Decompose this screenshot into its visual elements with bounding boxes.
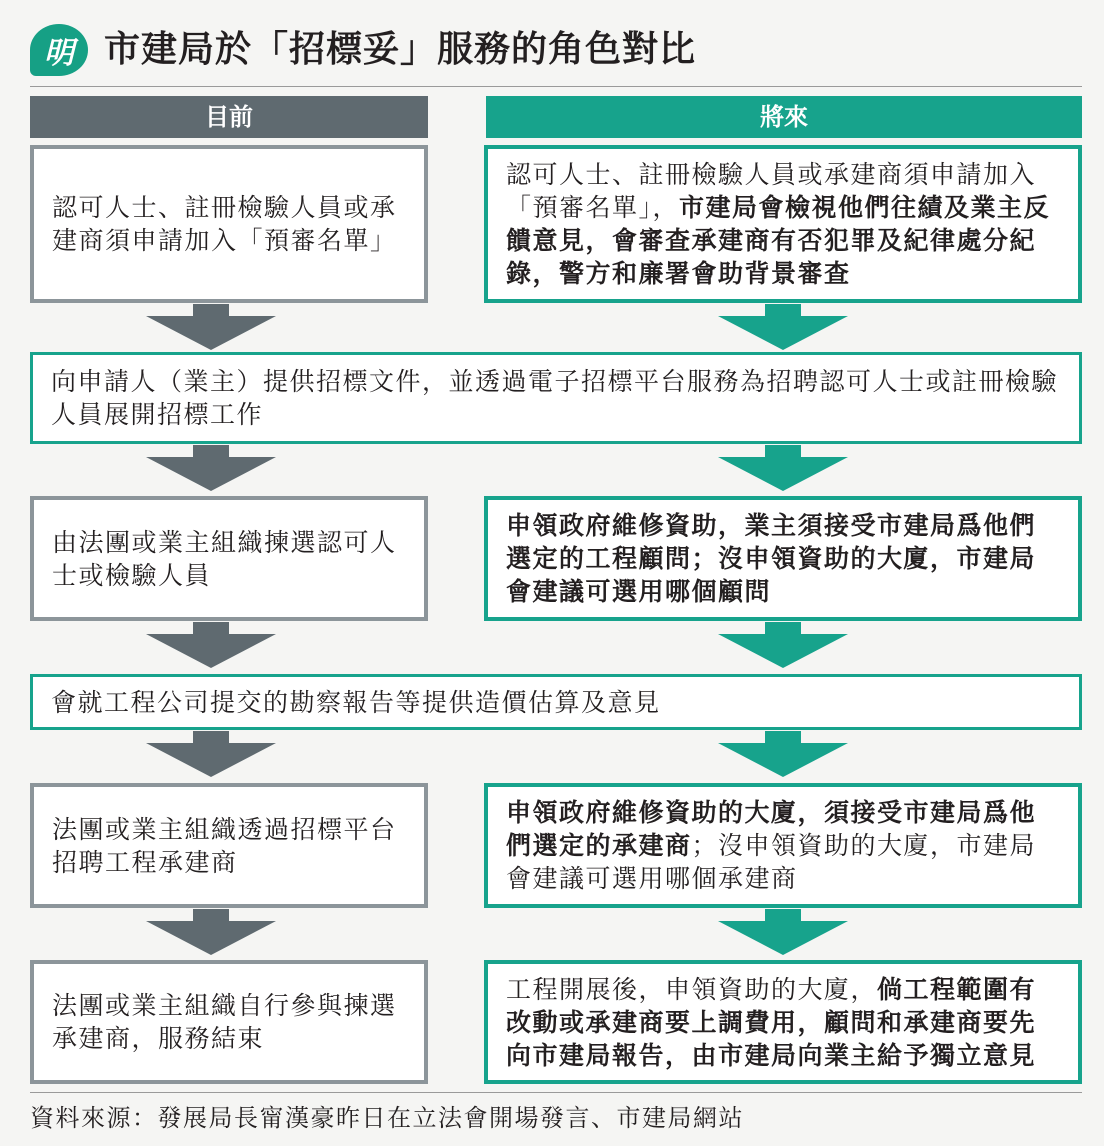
step5-future-plain: ；沒申領資助的大廈，市建局會建議可選用哪個承建商 bbox=[506, 831, 1037, 893]
down-arrow-icon bbox=[146, 731, 276, 781]
step5-future-text bbox=[506, 796, 1060, 895]
step1-future-box bbox=[484, 145, 1082, 303]
down-arrow-icon bbox=[718, 445, 848, 495]
step6-current-box bbox=[30, 960, 428, 1084]
step6-future-plain: 工程開展後，申領資助的大廈， bbox=[506, 974, 878, 1004]
down-arrow-icon bbox=[718, 622, 848, 672]
step6-future-text bbox=[506, 973, 1060, 1072]
step5-future-box bbox=[484, 783, 1082, 908]
step3-current-box bbox=[30, 496, 428, 621]
down-arrow-icon bbox=[146, 622, 276, 672]
step3-future-box bbox=[484, 496, 1082, 621]
step1-current-box bbox=[30, 145, 428, 303]
down-arrow-icon bbox=[146, 304, 276, 354]
column-header-current: 目前 bbox=[30, 96, 428, 138]
down-arrow-icon bbox=[718, 304, 848, 354]
down-arrow-icon bbox=[718, 731, 848, 781]
step1-current-text: 認可人士、註冊檢驗人員或承建商須申請加入「預審名單」 bbox=[52, 193, 397, 255]
step6-current-text: 法團或業主組織自行參與揀選承建商，服務結束 bbox=[52, 991, 397, 1053]
step2-shared-text: 向申請人（業主）提供招標文件，並透過電子招標平台服務為招聘認可人士或註冊檢驗人員展開招標工作 bbox=[51, 367, 1059, 429]
step2-shared-box bbox=[30, 352, 1082, 444]
step1-future-bold: 市建局會檢視他們往績及業主反饋意見，會審查承建商有否犯罪及紀律處分紀錄，警方和廉署會助背景審查 bbox=[506, 193, 1051, 288]
column-header-future: 將來 bbox=[486, 96, 1082, 138]
ming-pao-logo: 明 bbox=[30, 24, 88, 76]
step6-future-box bbox=[484, 960, 1082, 1084]
step1-future-text bbox=[506, 158, 1060, 290]
footer-divider bbox=[30, 1092, 1082, 1093]
step1-future-plain: 認可人士、註冊檢驗人員或承建商須申請加入「預審名單」， bbox=[506, 160, 1037, 222]
down-arrow-icon bbox=[718, 909, 848, 959]
step3-future-text: 申領政府維修資助，業主須接受市建局爲他們選定的工程顧問；沒申領資助的大廈，市建局會建議可選用哪個顧問 bbox=[506, 511, 1037, 606]
step4-shared-text: 會就工程公司提交的勘察報告等提供造價估算及意見 bbox=[51, 687, 661, 717]
step5-current-box bbox=[30, 783, 428, 908]
step5-future-bold: 申領政府維修資助的大廈，須接受市建局爲他們選定的承建商 bbox=[506, 798, 1037, 860]
source-note: 資料來源：發展局長甯漢豪昨日在立法會開場發言、市建局網站 bbox=[30, 1104, 744, 1132]
step6-future-bold: 倘工程範圍有改動或承建商要上調費用，顧問和承建商要先向市建局報告，由市建局向業主給予獨立意見 bbox=[506, 974, 1037, 1070]
down-arrow-icon bbox=[146, 445, 276, 495]
down-arrow-icon bbox=[146, 909, 276, 959]
step3-current-text: 由法團或業主組織揀選認可人士或檢驗人員 bbox=[52, 527, 397, 590]
step4-shared-box bbox=[30, 674, 1082, 730]
page-title: 市建局於「招標妥」服務的角色對比 bbox=[104, 29, 697, 70]
header-divider bbox=[30, 86, 1082, 87]
step5-current-text: 法團或業主組織透過招標平台招聘工程承建商 bbox=[52, 814, 397, 877]
